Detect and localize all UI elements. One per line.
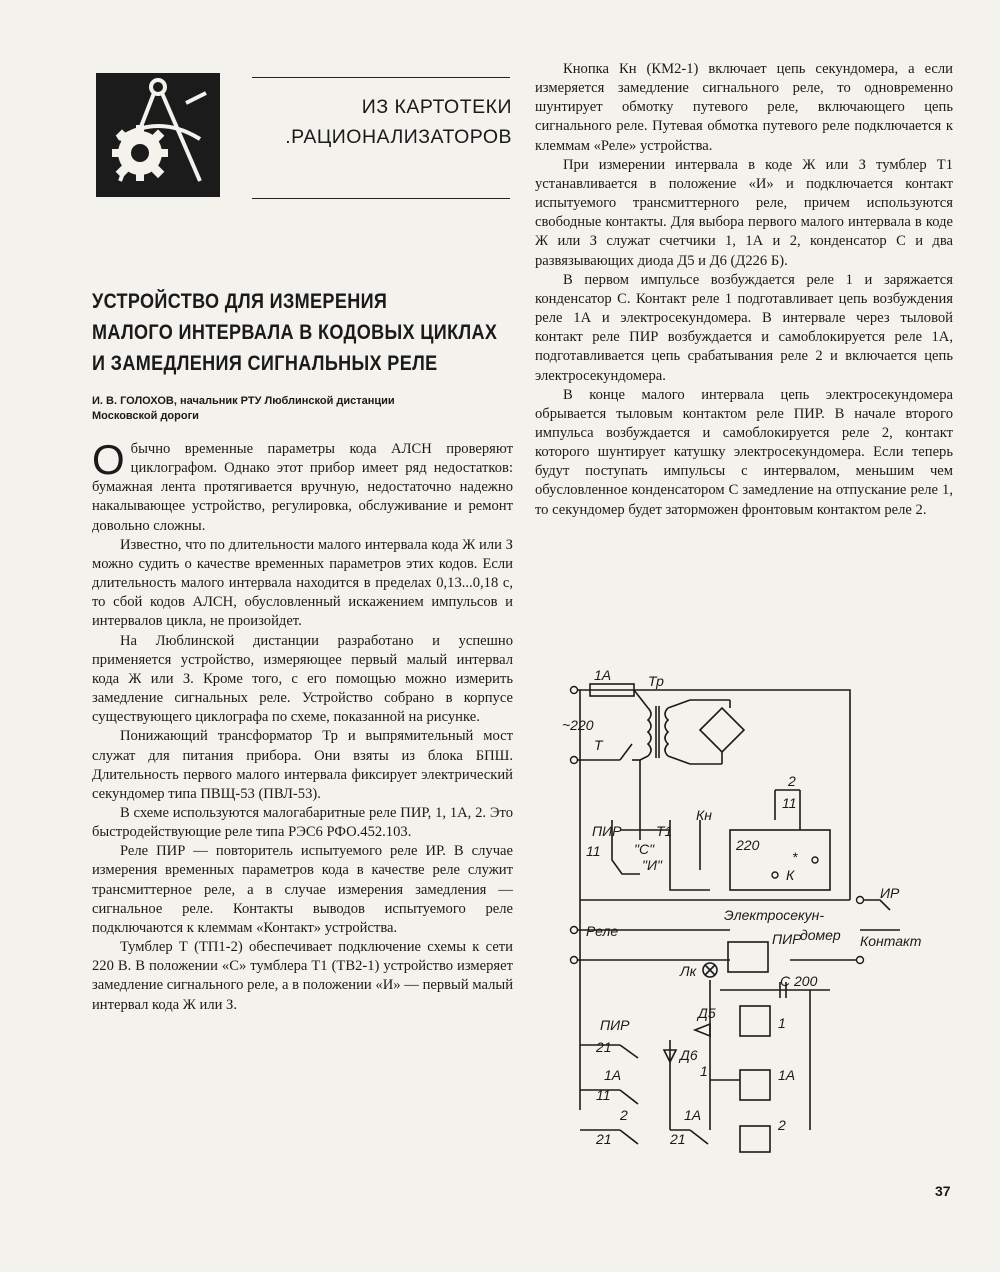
author-line: И. В. ГОЛОХОВ, начальник РТУ Люблинской дистанции [92,395,395,407]
author-byline [92,394,512,424]
rubric-line: .РАЦИОНАЛИЗАТОРОВ [285,126,512,148]
diagram-label: Реле [586,923,619,939]
diagram-label: 1А [778,1067,796,1083]
diagram-label: Лк [680,963,697,979]
title-line: И ЗАМЕДЛЕНИЯ СИГНАЛЬНЫХ РЕЛЕ [92,352,438,375]
diagram-label: 11 [782,795,797,811]
diagram-label: Кн [696,807,712,823]
compass-gear-icon [96,73,220,197]
paragraph: Понижающий трансформатор Тр и выпрямительный мост служат для питания прибора. Они взяты из блока БПШ. Длительность первого малого интервала фиксирует электрический секундомер типа ПВЩ-53 (ПВЛ-53). [92,728,513,802]
diagram-label: Д6 [680,1047,698,1063]
paragraph: При измерении интервала в коде Ж или З тумблер Т1 устанавливается в положение «И» и подключается контакт испытуемого трансмиттерного реле, причем используются свободные контакты. Для выбора первого малого интервала в коде Ж или З служат счетчики 1, 1А и 2, конденсатор С и два развязывающих диода Д5 и Д6 (Д226 Б). [535,156,953,269]
drop-cap: О [92,436,125,483]
diagram-label: "И" [642,857,662,873]
paragraph: Кнопка Кн (КМ2-1) включает цепь секундомера, а если измеряется замедление сигнального реле, то одновременно шунтирует обмотку путевого реле, включающего цепь сигнального реле. Путевая обмотка путевого реле подключается к клеммам «Реле» устройства. [535,61,953,154]
rubric-title [250,92,512,152]
diagram-label: Контакт [860,933,922,949]
diagram-label: 2 [620,1107,628,1123]
diagram-label: 21 [596,1131,612,1147]
diagram-label: 21 [596,1039,612,1055]
right-column [535,60,953,520]
diagram-label: С 200 [780,973,818,989]
diagram-label: 11 [586,843,601,859]
diagram-label: ПИР [600,1017,630,1033]
title-line: МАЛОГО ИНТЕРВАЛА В КОДОВЫХ ЦИКЛАХ [92,321,498,344]
left-column [92,436,513,1015]
page-number: 37 [935,1183,951,1199]
article-title [92,286,498,379]
author-line: Московской дороги [92,410,199,422]
diagram-label: К [786,867,795,883]
diagram-label: 2 [778,1117,786,1133]
diagram-label: 1А [604,1067,622,1083]
diagram-label: домер [800,927,841,943]
diagram-label: Тр [648,673,664,689]
diagram-label: ПИР [592,823,622,839]
header-rule-bottom [252,198,510,199]
header-rule-top [252,77,510,78]
title-line: УСТРОЙСТВО ДЛЯ ИЗМЕРЕНИЯ [92,290,388,313]
diagram-label: Д5 [698,1005,716,1021]
paragraph-text: бычно временные параметры кода АЛСН проверяют циклографом. Однако этот прибор имеет ряд недостатков: бумажная лента протягивается вручную, недостаточно надежно накалывающее устройство, регулировка, обслуживание и ремонт довольно сложны. [92,441,513,534]
paragraph: Известно, что по длительности малого интервала кода Ж или З можно судить о качестве временных параметров этих кодов. Если длительность малого интервала находится в пределах 0,13...0,18 с, то сбой кодов АЛСН, обусловленный искажением импульсов и интервалов цикла, не произойдет. [92,536,513,630]
diagram-label: 1 [700,1063,708,1079]
diagram-label: ПИР [772,931,802,947]
diagram-label: "С" [634,841,655,857]
diagram-label: 220 [736,837,760,853]
diagram-label: Т1 [656,823,673,839]
diagram-label: ~220 [562,717,594,733]
diagram-label: Электросекун- [724,907,825,923]
paragraph: В первом импульсе возбуждается реле 1 и заряжается конденсатор С. Контакт реле 1 подготавливает цепь возбуждения реле 1А и электросекундомера. В интервале через тыловой контакт реле ПИР возбуждается и самоблокируется реле 1А, подготавливается цепь срабатывания реле 2 и включается цепь электросекундомера. [535,271,953,384]
paragraph: В схеме используются малогабаритные реле ПИР, 1, 1А, 2. Это быстродействующие реле типа РЭС6 РФО.452.103. [92,804,513,841]
paragraph: В конце малого интервала цепь электросекундомера обрывается тыловым контактом реле ПИР. В начале второго импульса возбуждается и самоблокируется реле 2, контакт которого шунтирует катушку электросекундомера. Если теперь будут поступать импульсы с интервалом, меньшим чем обусловленное конденсатором С замедление на отпускание реле 1, то секундомер будет заторможен фронтовым контактом реле 2. [535,386,953,518]
diagram-label: 1А [594,667,612,683]
diagram-label: 2 [788,773,796,789]
diagram-label: 21 [670,1131,686,1147]
diagram-label: * [792,849,798,865]
diagram-label: 1А [684,1107,702,1123]
paragraph [92,436,513,536]
diagram-label: 1 [778,1015,786,1031]
rubric-line: ИЗ КАРТОТЕКИ [361,96,512,118]
diagram-label: ИР [880,885,900,901]
diagram-label: Т [594,737,603,753]
paragraph: Тумблер Т (ТП1-2) обеспечивает подключение схемы к сети 220 В. В положении «С» тумблера Т1 (ТВ2-1) устройство измеряет замедление сигнального реле, а в положении «И» — первый малый интервал кода Ж или З. [92,939,513,1013]
circuit-diagram [560,660,940,1160]
paragraph: Реле ПИР — повторитель испытуемого реле ИР. В случае измерения временных параметров кода в качестве реле служит трансмиттерное реле, а в случае измерения замедления — сигнальное реле. Контакты выводов испытуемого реле подключаются к клеммам «Контакт» устройства. [92,843,513,936]
diagram-label: 11 [596,1087,611,1103]
paragraph: На Люблинской дистанции разработано и успешно применяется устройство, измеряющее первый малый интервал кода Ж или З. Кроме того, с его помощью можно измерить замедление сигнальных реле. Устройство собрано в корпусе существующего циклографа по схеме, показанной на рисунке. [92,632,513,726]
